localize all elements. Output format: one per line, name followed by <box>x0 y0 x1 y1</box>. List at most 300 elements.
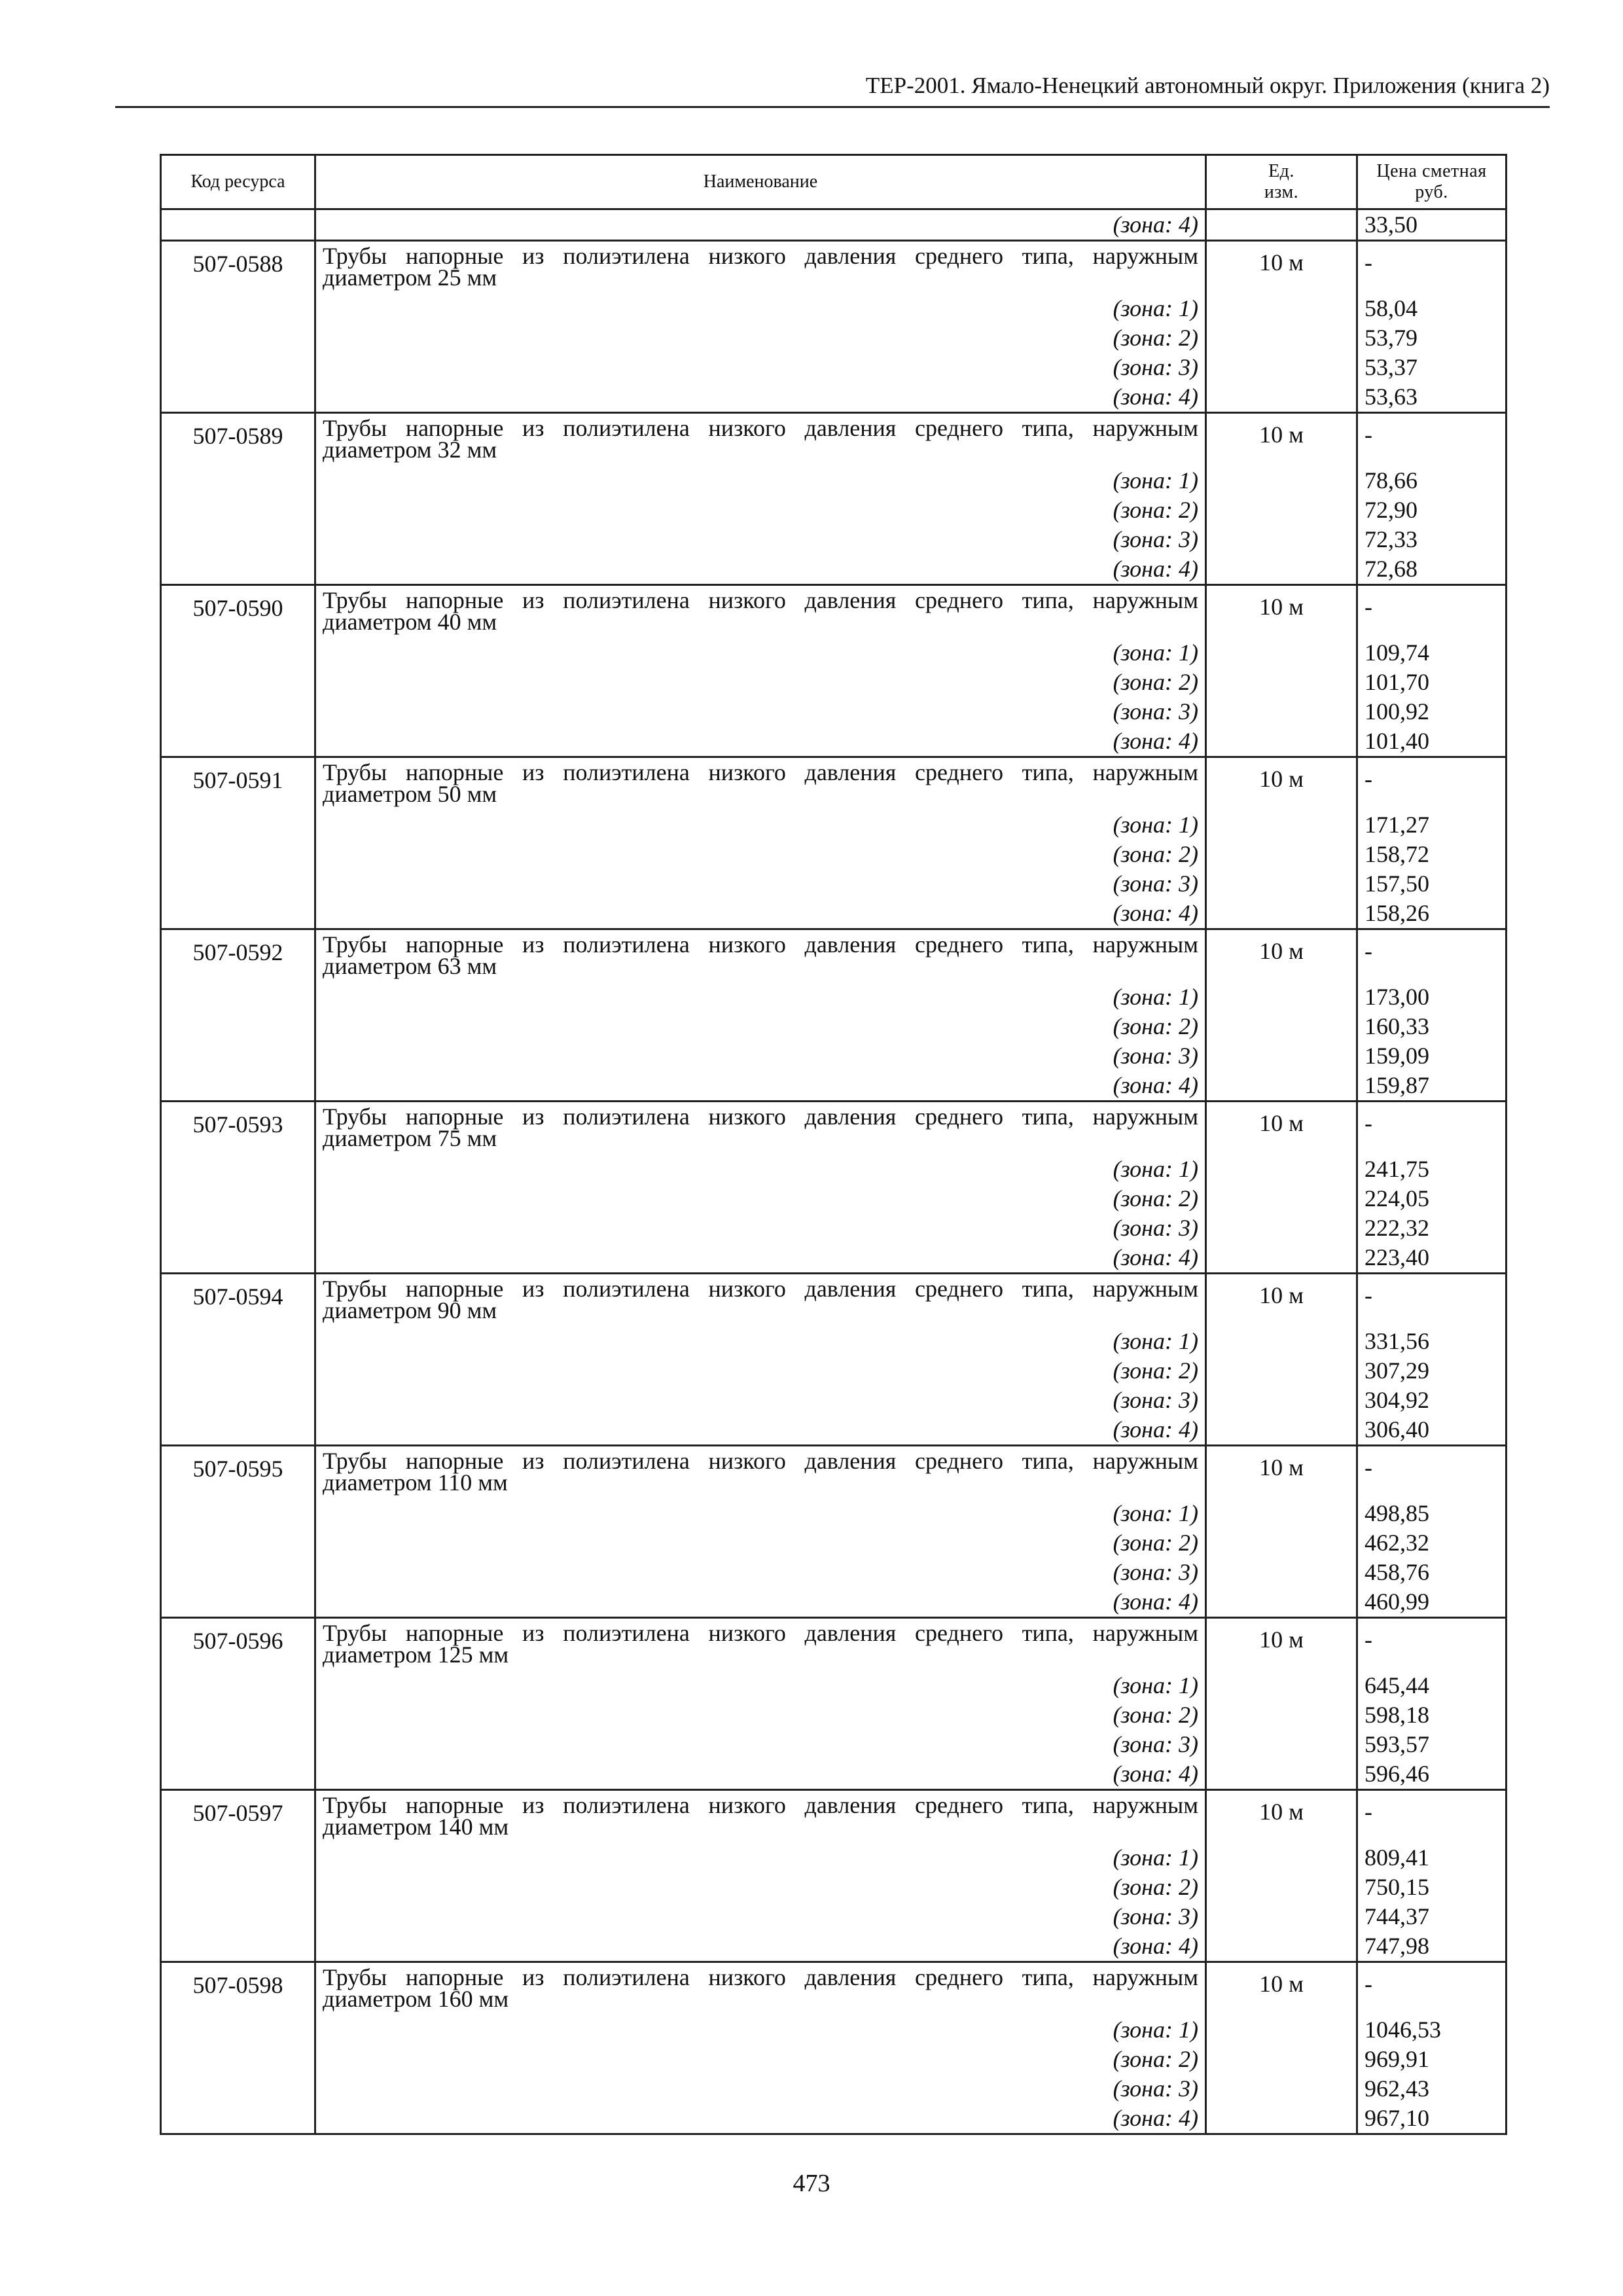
zone-row <box>161 2074 1507 2104</box>
zone-unit-cell <box>1206 2074 1357 2104</box>
zone-price: 460,99 <box>1357 1587 1507 1618</box>
zone-label: (зона: 2) <box>315 1012 1206 1041</box>
zone-code-cell <box>161 697 315 726</box>
zone-label: (зона: 2) <box>315 1873 1206 1902</box>
zone-code-cell <box>161 1041 315 1071</box>
zone-label: (зона: 3) <box>315 1902 1206 1931</box>
zone-code-cell <box>161 2045 315 2074</box>
zone-label: (зона: 1) <box>315 982 1206 1012</box>
zone-price: 962,43 <box>1357 2074 1507 2104</box>
resource-name: Трубы напорные из полиэтилена низкого давления среднего типа, наружным диаметром 50 мм <box>315 757 1206 811</box>
zone-label: (зона: 4) <box>315 554 1206 585</box>
zone-unit-cell <box>1206 495 1357 525</box>
zone-row <box>161 1843 1507 1873</box>
zone-label: (зона: 3) <box>315 1558 1206 1587</box>
zone-code-cell <box>161 810 315 840</box>
zone-row <box>161 899 1507 929</box>
zone-label: (зона: 1) <box>315 1843 1206 1873</box>
column-header-price <box>1357 155 1507 209</box>
zone-row <box>161 668 1507 697</box>
zone-code-cell <box>161 294 315 323</box>
zone-price: 159,87 <box>1357 1071 1507 1102</box>
zone-code-cell <box>161 1415 315 1446</box>
zone-label: (зона: 3) <box>315 525 1206 554</box>
zone-label: (зона: 3) <box>315 1730 1206 1759</box>
zone-label: (зона: 3) <box>315 1041 1206 1071</box>
zone-code-cell <box>161 726 315 757</box>
zone-row <box>161 1155 1507 1184</box>
zone-price: 101,70 <box>1357 668 1507 697</box>
zone-unit-cell <box>1206 1356 1357 1386</box>
zone-price: 598,18 <box>1357 1700 1507 1730</box>
zone-price: 72,90 <box>1357 495 1507 525</box>
zone-unit-cell <box>1206 982 1357 1012</box>
resource-code: 507-0589 <box>161 413 315 467</box>
zone-price: 78,66 <box>1357 466 1507 495</box>
zone-unit-cell <box>1206 869 1357 899</box>
zone-label: (зона: 2) <box>315 668 1206 697</box>
zone-label: (зона: 3) <box>315 353 1206 382</box>
zone-row <box>161 1071 1507 1102</box>
resource-base-price: - <box>1357 1102 1507 1155</box>
resource-row <box>161 1446 1507 1499</box>
resource-base-price: - <box>1357 757 1507 811</box>
zone-code-cell <box>161 1213 315 1243</box>
resource-code: 507-0588 <box>161 241 315 295</box>
zone-code-cell <box>161 323 315 353</box>
zone-row <box>161 1931 1507 1962</box>
zone-price: 498,85 <box>1357 1499 1507 1528</box>
resource-row <box>161 1790 1507 1844</box>
zone-row <box>161 1243 1507 1274</box>
zone-code-cell <box>161 1587 315 1618</box>
zone-row <box>161 294 1507 323</box>
resource-name: Трубы напорные из полиэтилена низкого давления среднего типа, наружным диаметром 75 мм <box>315 1102 1206 1155</box>
zone-price: 53,37 <box>1357 353 1507 382</box>
zone-label: (зона: 1) <box>315 2015 1206 2045</box>
carry-over-price: 33,50 <box>1357 209 1507 241</box>
resource-code: 507-0591 <box>161 757 315 811</box>
zone-unit-cell <box>1206 1558 1357 1587</box>
zone-row <box>161 554 1507 585</box>
zone-unit-cell <box>1206 294 1357 323</box>
carry-over-code-cell <box>161 209 315 241</box>
zone-price: 72,68 <box>1357 554 1507 585</box>
resource-unit: 10 м <box>1206 413 1357 467</box>
zone-price: 306,40 <box>1357 1415 1507 1446</box>
zone-price: 304,92 <box>1357 1386 1507 1415</box>
zone-code-cell <box>161 1356 315 1386</box>
resource-unit: 10 м <box>1206 1274 1357 1327</box>
zone-unit-cell <box>1206 382 1357 413</box>
zone-code-cell <box>161 869 315 899</box>
zone-label: (зона: 3) <box>315 2074 1206 2104</box>
resource-base-price: - <box>1357 413 1507 467</box>
zone-row <box>161 1558 1507 1587</box>
resource-unit: 10 м <box>1206 1618 1357 1672</box>
zone-unit-cell <box>1206 1931 1357 1962</box>
resource-row <box>161 413 1507 467</box>
zone-unit-cell <box>1206 2015 1357 2045</box>
zone-row <box>161 1873 1507 1902</box>
zone-code-cell <box>161 525 315 554</box>
column-header-price-line2: руб. <box>1415 182 1448 202</box>
zone-unit-cell <box>1206 668 1357 697</box>
zone-price: 100,92 <box>1357 697 1507 726</box>
resource-base-price: - <box>1357 1962 1507 2016</box>
zone-unit-cell <box>1206 810 1357 840</box>
zone-row <box>161 638 1507 668</box>
zone-row <box>161 1700 1507 1730</box>
zone-price: 158,72 <box>1357 840 1507 869</box>
zone-unit-cell <box>1206 697 1357 726</box>
zone-price: 809,41 <box>1357 1843 1507 1873</box>
price-table <box>160 154 1507 2135</box>
zone-row <box>161 2104 1507 2134</box>
zone-code-cell <box>161 1528 315 1558</box>
zone-row <box>161 1499 1507 1528</box>
column-header-unit <box>1206 155 1357 209</box>
zone-code-cell <box>161 1499 315 1528</box>
resource-code: 507-0592 <box>161 929 315 983</box>
resource-row <box>161 1274 1507 1327</box>
zone-row <box>161 1587 1507 1618</box>
resource-base-price: - <box>1357 585 1507 639</box>
resource-unit: 10 м <box>1206 1790 1357 1844</box>
resource-unit: 10 м <box>1206 757 1357 811</box>
zone-row <box>161 1184 1507 1213</box>
zone-label: (зона: 4) <box>315 726 1206 757</box>
zone-unit-cell <box>1206 1499 1357 1528</box>
zone-code-cell <box>161 2015 315 2045</box>
zone-price: 53,79 <box>1357 323 1507 353</box>
zone-unit-cell <box>1206 840 1357 869</box>
zone-row <box>161 323 1507 353</box>
column-header-unit-line2: изм. <box>1264 182 1299 202</box>
zone-code-cell <box>161 2104 315 2134</box>
zone-code-cell <box>161 554 315 585</box>
zone-unit-cell <box>1206 2045 1357 2074</box>
zone-row <box>161 1041 1507 1071</box>
zone-row <box>161 982 1507 1012</box>
zone-price: 224,05 <box>1357 1184 1507 1213</box>
zone-price: 222,32 <box>1357 1213 1507 1243</box>
resource-code: 507-0595 <box>161 1446 315 1499</box>
zone-label: (зона: 2) <box>315 323 1206 353</box>
zone-code-cell <box>161 1873 315 1902</box>
zone-price: 72,33 <box>1357 525 1507 554</box>
zone-code-cell <box>161 1931 315 1962</box>
carry-over-row <box>161 209 1507 241</box>
column-header-name: Наименование <box>315 155 1206 209</box>
zone-code-cell <box>161 982 315 1012</box>
resource-base-price: - <box>1357 1274 1507 1327</box>
zone-unit-cell <box>1206 525 1357 554</box>
zone-code-cell <box>161 2074 315 2104</box>
zone-code-cell <box>161 1012 315 1041</box>
page-number: 473 <box>793 2170 830 2197</box>
resource-group <box>161 1102 1507 1274</box>
zone-label: (зона: 4) <box>315 899 1206 929</box>
zone-unit-cell <box>1206 1041 1357 1071</box>
zone-unit-cell <box>1206 1843 1357 1873</box>
zone-code-cell <box>161 495 315 525</box>
resource-row <box>161 757 1507 811</box>
resource-unit: 10 м <box>1206 1102 1357 1155</box>
zone-code-cell <box>161 1243 315 1274</box>
zone-code-cell <box>161 1386 315 1415</box>
page-footer <box>0 2168 1623 2199</box>
zone-row <box>161 495 1507 525</box>
resource-name: Трубы напорные из полиэтилена низкого давления среднего типа, наружным диаметром 25 мм <box>315 241 1206 295</box>
zone-label: (зона: 4) <box>315 1415 1206 1446</box>
zone-price: 307,29 <box>1357 1356 1507 1386</box>
zone-unit-cell <box>1206 1213 1357 1243</box>
zone-price: 241,75 <box>1357 1155 1507 1184</box>
zone-code-cell <box>161 1184 315 1213</box>
zone-label: (зона: 1) <box>315 294 1206 323</box>
resource-base-price: - <box>1357 929 1507 983</box>
resource-unit: 10 м <box>1206 585 1357 639</box>
zone-unit-cell <box>1206 466 1357 495</box>
zone-label: (зона: 4) <box>315 1243 1206 1274</box>
zone-price: 967,10 <box>1357 2104 1507 2134</box>
zone-unit-cell <box>1206 1155 1357 1184</box>
zone-code-cell <box>161 840 315 869</box>
resource-group <box>161 413 1507 585</box>
zone-row <box>161 525 1507 554</box>
zone-unit-cell <box>1206 323 1357 353</box>
zone-row <box>161 1902 1507 1931</box>
zone-code-cell <box>161 1327 315 1356</box>
zone-code-cell <box>161 1843 315 1873</box>
zone-price: 101,40 <box>1357 726 1507 757</box>
resource-unit: 10 м <box>1206 1446 1357 1499</box>
zone-label: (зона: 4) <box>315 1587 1206 1618</box>
zone-price: 157,50 <box>1357 869 1507 899</box>
zone-label: (зона: 1) <box>315 466 1206 495</box>
zone-unit-cell <box>1206 1587 1357 1618</box>
zone-price: 969,91 <box>1357 2045 1507 2074</box>
zone-label: (зона: 2) <box>315 1528 1206 1558</box>
zone-unit-cell <box>1206 1327 1357 1356</box>
zone-label: (зона: 1) <box>315 638 1206 668</box>
zone-code-cell <box>161 1902 315 1931</box>
zone-code-cell <box>161 353 315 382</box>
zone-code-cell <box>161 1730 315 1759</box>
resource-group <box>161 929 1507 1102</box>
zone-code-cell <box>161 1759 315 1790</box>
zone-price: 159,09 <box>1357 1041 1507 1071</box>
resource-unit: 10 м <box>1206 241 1357 295</box>
resource-base-price: - <box>1357 1446 1507 1499</box>
zone-price: 744,37 <box>1357 1902 1507 1931</box>
zone-label: (зона: 1) <box>315 1499 1206 1528</box>
resource-base-price: - <box>1357 1618 1507 1672</box>
zone-label: (зона: 1) <box>315 1327 1206 1356</box>
running-header-title: ТЕР-2001. Ямало-Ненецкий автономный округ. Приложения (книга 2) <box>865 73 1550 98</box>
zone-price: 223,40 <box>1357 1243 1507 1274</box>
zone-label: (зона: 2) <box>315 1184 1206 1213</box>
zone-unit-cell <box>1206 1873 1357 1902</box>
zone-price: 458,76 <box>1357 1558 1507 1587</box>
resource-row <box>161 1618 1507 1672</box>
zone-row <box>161 466 1507 495</box>
zone-unit-cell <box>1206 1671 1357 1700</box>
zone-label: (зона: 2) <box>315 1356 1206 1386</box>
zone-price: 593,57 <box>1357 1730 1507 1759</box>
zone-row <box>161 353 1507 382</box>
zone-label: (зона: 3) <box>315 869 1206 899</box>
zone-unit-cell <box>1206 1730 1357 1759</box>
zone-code-cell <box>161 1155 315 1184</box>
zone-unit-cell <box>1206 1012 1357 1041</box>
zone-unit-cell <box>1206 638 1357 668</box>
zone-label: (зона: 4) <box>315 382 1206 413</box>
zone-row <box>161 1415 1507 1446</box>
carry-over-zone-label: (зона: 4) <box>315 209 1206 241</box>
zone-code-cell <box>161 1071 315 1102</box>
zone-row <box>161 2015 1507 2045</box>
zone-price: 160,33 <box>1357 1012 1507 1041</box>
zone-unit-cell <box>1206 353 1357 382</box>
column-header-price-line1: Цена сметная <box>1376 161 1487 181</box>
resource-group <box>161 1962 1507 2134</box>
zone-unit-cell <box>1206 2104 1357 2134</box>
zone-unit-cell <box>1206 1243 1357 1274</box>
resource-code: 507-0594 <box>161 1274 315 1327</box>
zone-row <box>161 1759 1507 1790</box>
zone-row <box>161 726 1507 757</box>
resource-group <box>161 1274 1507 1446</box>
zone-unit-cell <box>1206 554 1357 585</box>
resource-row <box>161 1962 1507 2016</box>
resource-name: Трубы напорные из полиэтилена низкого давления среднего типа, наружным диаметром 63 мм <box>315 929 1206 983</box>
zone-unit-cell <box>1206 726 1357 757</box>
zone-row <box>161 1386 1507 1415</box>
zone-unit-cell <box>1206 1759 1357 1790</box>
resource-group <box>161 1790 1507 1962</box>
zone-label: (зона: 1) <box>315 1155 1206 1184</box>
resource-code: 507-0590 <box>161 585 315 639</box>
zone-code-cell <box>161 638 315 668</box>
zone-label: (зона: 3) <box>315 697 1206 726</box>
zone-price: 171,27 <box>1357 810 1507 840</box>
zone-label: (зона: 2) <box>315 1700 1206 1730</box>
zone-unit-cell <box>1206 1071 1357 1102</box>
resource-group <box>161 1618 1507 1790</box>
zone-row <box>161 1213 1507 1243</box>
zone-label: (зона: 4) <box>315 1759 1206 1790</box>
zone-unit-cell <box>1206 1386 1357 1415</box>
zone-price: 109,74 <box>1357 638 1507 668</box>
table-header <box>161 155 1507 209</box>
resource-code: 507-0593 <box>161 1102 315 1155</box>
zone-code-cell <box>161 382 315 413</box>
zone-price: 750,15 <box>1357 1873 1507 1902</box>
zone-unit-cell <box>1206 899 1357 929</box>
column-header-unit-line1: Ед. <box>1268 161 1294 181</box>
resource-base-price: - <box>1357 1790 1507 1844</box>
resource-name: Трубы напорные из полиэтилена низкого давления среднего типа, наружным диаметром 110 мм <box>315 1446 1206 1499</box>
resource-row <box>161 241 1507 295</box>
zone-unit-cell <box>1206 1184 1357 1213</box>
zone-label: (зона: 3) <box>315 1386 1206 1415</box>
resource-row <box>161 585 1507 639</box>
zone-row <box>161 1730 1507 1759</box>
resource-code: 507-0598 <box>161 1962 315 2016</box>
running-header <box>115 71 1550 108</box>
zone-code-cell <box>161 466 315 495</box>
zone-code-cell <box>161 899 315 929</box>
zone-label: (зона: 4) <box>315 2104 1206 2134</box>
zone-row <box>161 1327 1507 1356</box>
zone-row <box>161 840 1507 869</box>
zone-price: 53,63 <box>1357 382 1507 413</box>
zone-price: 58,04 <box>1357 294 1507 323</box>
carry-over-unit-cell <box>1206 209 1357 241</box>
zone-price: 158,26 <box>1357 899 1507 929</box>
zone-price: 645,44 <box>1357 1671 1507 1700</box>
resource-group <box>161 757 1507 929</box>
zone-row <box>161 2045 1507 2074</box>
resource-base-price: - <box>1357 241 1507 295</box>
zone-price: 462,32 <box>1357 1528 1507 1558</box>
zone-row <box>161 1012 1507 1041</box>
zone-row <box>161 869 1507 899</box>
zone-unit-cell <box>1206 1415 1357 1446</box>
zone-unit-cell <box>1206 1700 1357 1730</box>
zone-code-cell <box>161 668 315 697</box>
zone-price: 1046,53 <box>1357 2015 1507 2045</box>
zone-label: (зона: 2) <box>315 495 1206 525</box>
resource-name: Трубы напорные из полиэтилена низкого давления среднего типа, наружным диаметром 160 мм <box>315 1962 1206 2016</box>
resource-group <box>161 585 1507 757</box>
resource-code: 507-0596 <box>161 1618 315 1672</box>
column-header-code: Код ресурса <box>161 155 315 209</box>
zone-label: (зона: 4) <box>315 1931 1206 1962</box>
zone-label: (зона: 1) <box>315 1671 1206 1700</box>
zone-label: (зона: 1) <box>315 810 1206 840</box>
resource-name: Трубы напорные из полиэтилена низкого давления среднего типа, наружным диаметром 40 мм <box>315 585 1206 639</box>
resource-name: Трубы напорные из полиэтилена низкого давления среднего типа, наружным диаметром 125 мм <box>315 1618 1206 1672</box>
carry-over-group <box>161 209 1507 241</box>
resource-unit: 10 м <box>1206 929 1357 983</box>
zone-price: 331,56 <box>1357 1327 1507 1356</box>
zone-label: (зона: 2) <box>315 840 1206 869</box>
resource-code: 507-0597 <box>161 1790 315 1844</box>
zone-row <box>161 1356 1507 1386</box>
resource-group <box>161 1446 1507 1618</box>
resource-name: Трубы напорные из полиэтилена низкого давления среднего типа, наружным диаметром 32 мм <box>315 413 1206 467</box>
resource-unit: 10 м <box>1206 1962 1357 2016</box>
resource-name: Трубы напорные из полиэтилена низкого давления среднего типа, наружным диаметром 90 мм <box>315 1274 1206 1327</box>
zone-price: 596,46 <box>1357 1759 1507 1790</box>
zone-unit-cell <box>1206 1528 1357 1558</box>
zone-code-cell <box>161 1700 315 1730</box>
zone-row <box>161 697 1507 726</box>
zone-row <box>161 1671 1507 1700</box>
zone-label: (зона: 4) <box>315 1071 1206 1102</box>
resource-row <box>161 1102 1507 1155</box>
zone-row <box>161 810 1507 840</box>
zone-label: (зона: 3) <box>315 1213 1206 1243</box>
zone-price: 173,00 <box>1357 982 1507 1012</box>
zone-unit-cell <box>1206 1902 1357 1931</box>
zone-row <box>161 382 1507 413</box>
zone-label: (зона: 2) <box>315 2045 1206 2074</box>
zone-row <box>161 1528 1507 1558</box>
